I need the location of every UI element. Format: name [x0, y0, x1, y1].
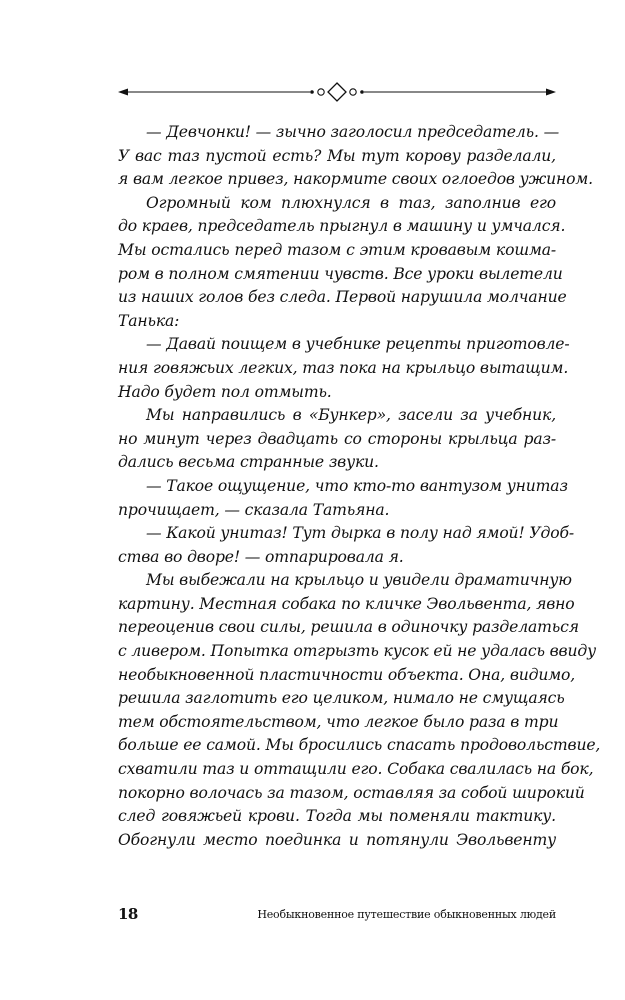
text-line: Мы направились в «Бункер», засели за учебник, [146, 406, 556, 425]
right-outer-dot [360, 90, 364, 94]
text-line: — Какой унитаз! Тут дырка в полу над ямой! Удоб- [146, 524, 574, 543]
text-line: Огромный ком плюхнулся в таз, заполнив его [146, 193, 556, 212]
left-inner-ring [318, 89, 324, 95]
right-arrowhead [546, 89, 556, 96]
text-line: необыкновенной пластичности объекта. Она, видимо, [118, 665, 576, 684]
text-line: Надо будет пол отмыть. [118, 382, 332, 401]
text-line: из наших голов без следа. Первой нарушила молчание [118, 288, 567, 307]
text-line: прочищает, — сказала Татьяна. [118, 500, 390, 519]
text-line: ром в полном смятении чувств. Все уроки вылетели [118, 264, 563, 283]
center-diamond [328, 83, 346, 101]
text-line: переоценив свои силы, решила в одиночку разделаться [118, 618, 579, 637]
text-line: покорно волочась за тазом, оставляя за собой широкий [118, 783, 585, 802]
text-line: — Давай поищем в учебнике рецепты приготовле- [146, 335, 570, 354]
text-line: но минут через двадцать со стороны крыльца раз- [118, 429, 556, 448]
right-inner-ring [350, 89, 356, 95]
text-line: Мы выбежали на крыльцо и увидели драматичную [146, 571, 572, 590]
text-line: схватили таз и оттащили его. Собака свалилась на бок, [118, 760, 594, 779]
text-line: — Такое ощущение, что кто-то вантузом унитаз [146, 476, 568, 495]
text-line: больше ее самой. Мы бросились спасать продовольствие, [118, 736, 601, 755]
body-text [118, 121, 601, 852]
left-outer-dot [310, 90, 314, 94]
text-line: ния говяжьих легких, таз пока на крыльцо вытащим. [118, 358, 569, 377]
text-line: Танька: [118, 311, 180, 330]
text-line: решила заглотить его целиком, нимало не смущаясь [118, 689, 565, 708]
page-number: 18 [118, 905, 138, 923]
diamond-divider-icon [118, 80, 556, 104]
text-line: я вам легкое привез, накормите своих оглоедов ужином. [118, 170, 593, 189]
text-line: дались весьма странные звуки. [118, 453, 379, 472]
text-line: Мы остались перед тазом с этим кровавым кошма- [118, 240, 556, 259]
text-line: ства во дворе! — отпарировала я. [118, 547, 404, 566]
text-line: У вас таз пустой есть? Мы тут корову разделали, [118, 146, 556, 165]
text-line: с ливером. Попытка отгрызть кусок ей не удалась ввиду [118, 642, 596, 661]
running-title: Необыкновенное путешествие обыкновенных людей [257, 908, 556, 921]
text-line: — Девчонки! — зычно заголосил председатель. — [146, 123, 560, 141]
text-line: тем обстоятельством, что легкое было раза в три [118, 712, 559, 731]
text-line: до краев, председатель прыгнул в машину и умчался. [118, 217, 566, 236]
text-line: картину. Местная собака по кличке Эвольвента, явно [118, 594, 575, 613]
text-line: след говяжьей крови. Тогда мы поменяли тактику. [118, 807, 556, 826]
text-line: Обогнули место поединка и потянули Эвольвенту [118, 830, 556, 849]
